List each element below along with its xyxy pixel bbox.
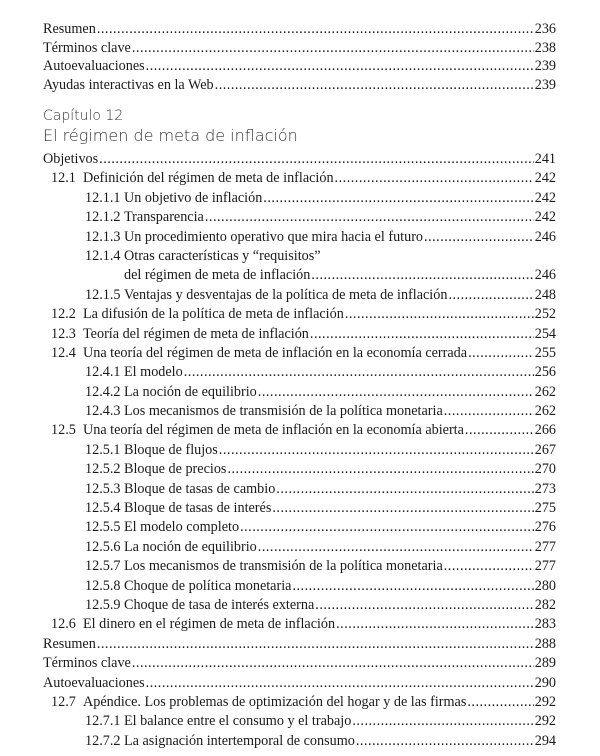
dot-leader bbox=[310, 325, 534, 344]
toc-entry[interactable] bbox=[43, 57, 556, 76]
section-number: 12.1.1 bbox=[85, 189, 121, 206]
page-number: 277 bbox=[534, 558, 556, 575]
page-number: 239 bbox=[534, 77, 556, 94]
toc-entry[interactable] bbox=[43, 169, 556, 188]
section-number: 12.5.3 bbox=[85, 480, 121, 497]
dot-leader bbox=[448, 286, 533, 305]
page-number: 255 bbox=[534, 344, 556, 361]
dot-leader bbox=[215, 76, 534, 95]
toc-entry[interactable] bbox=[43, 150, 556, 169]
entry-title: Ayudas interactivas en la Web bbox=[43, 77, 214, 94]
entry-title: La difusión de la política de meta de inflación bbox=[83, 306, 344, 323]
chapter-title: El régimen de meta de inflación bbox=[43, 126, 298, 145]
section-number: 12.7.1 bbox=[85, 713, 121, 730]
entry-title: Los mecanismos de transmisión de la política monetaria bbox=[124, 558, 443, 575]
entry-title: Bloque de precios bbox=[124, 461, 227, 478]
toc-entry[interactable] bbox=[43, 39, 556, 58]
page-number: 262 bbox=[534, 403, 556, 420]
dot-leader bbox=[311, 266, 533, 285]
entry-title: Términos clave bbox=[43, 39, 131, 56]
page-number: 252 bbox=[534, 306, 556, 323]
section-number: 12.5.6 bbox=[85, 538, 121, 555]
toc-entry[interactable] bbox=[43, 228, 556, 247]
toc-entry[interactable] bbox=[43, 577, 556, 596]
chapter-label: Capítulo 12 bbox=[43, 108, 124, 124]
page-number: 283 bbox=[534, 616, 556, 633]
dot-leader bbox=[219, 441, 534, 460]
entry-title: Resumen bbox=[43, 21, 96, 37]
page-number: 276 bbox=[534, 519, 556, 536]
page-number: 280 bbox=[534, 577, 556, 594]
section-number: 12.4 bbox=[51, 344, 76, 361]
section-number: 12.5.1 bbox=[85, 441, 121, 458]
toc-entry[interactable] bbox=[43, 732, 556, 751]
entry-title: Un procedimiento operativo que mira hacia el futuro bbox=[124, 228, 424, 245]
entry-title: Bloque de tasas de interés bbox=[124, 500, 272, 517]
entry-title: La asignación intertemporal de consumo bbox=[124, 732, 355, 749]
dot-leader bbox=[468, 344, 534, 363]
page-number: 288 bbox=[534, 635, 556, 652]
dot-leader bbox=[227, 460, 533, 479]
toc-entry[interactable] bbox=[43, 325, 556, 344]
section-number: 12.3 bbox=[51, 325, 76, 342]
toc-entry[interactable] bbox=[43, 538, 556, 557]
entry-title: El dinero en el régimen de meta de inflación bbox=[83, 616, 336, 633]
entry-title: Resumen bbox=[43, 635, 96, 652]
entry-title: La noción de equilibrio bbox=[124, 383, 257, 400]
toc-entry[interactable] bbox=[43, 421, 556, 440]
dot-leader bbox=[240, 518, 534, 537]
toc-entry[interactable] bbox=[43, 208, 556, 227]
toc-entry[interactable] bbox=[43, 363, 556, 382]
page-number: 242 bbox=[534, 189, 556, 206]
dot-leader bbox=[146, 57, 534, 76]
dot-leader bbox=[146, 674, 534, 693]
entry-title: Apéndice. Los problemas de optimización del hogar y de las firmas bbox=[83, 693, 467, 710]
entry-title: Bloque de tasas de cambio bbox=[124, 480, 276, 497]
toc-entry[interactable] bbox=[43, 460, 556, 479]
dot-leader bbox=[424, 228, 534, 247]
page-number: 292 bbox=[534, 713, 556, 730]
page-number: 256 bbox=[534, 364, 556, 381]
toc-entry[interactable] bbox=[43, 189, 556, 208]
toc-entry[interactable] bbox=[43, 712, 556, 731]
toc-entry[interactable] bbox=[43, 441, 556, 460]
page-number: 277 bbox=[534, 538, 556, 555]
dot-leader bbox=[292, 577, 533, 596]
toc-entry[interactable] bbox=[43, 499, 556, 518]
entry-title: Términos clave bbox=[43, 655, 131, 672]
page-number: 294 bbox=[534, 732, 556, 749]
toc-chapter-12 bbox=[43, 150, 556, 751]
section-number: 12.5.8 bbox=[85, 577, 121, 594]
toc-entry[interactable] bbox=[43, 596, 556, 615]
dot-leader bbox=[272, 499, 533, 518]
dot-leader bbox=[352, 712, 533, 731]
entry-title: Definición del régimen de meta de inflación bbox=[83, 170, 334, 187]
toc-entry[interactable] bbox=[43, 635, 556, 654]
entry-title: Teoría del régimen de meta de inflación bbox=[83, 325, 309, 342]
dot-leader bbox=[258, 538, 534, 557]
dot-leader bbox=[467, 693, 533, 712]
dot-leader bbox=[276, 480, 533, 499]
dot-leader bbox=[184, 363, 534, 382]
toc-entry[interactable] bbox=[43, 480, 556, 499]
toc-entry[interactable] bbox=[43, 615, 556, 634]
entry-title: Una teoría del régimen de meta de inflación en la economía abierta bbox=[83, 422, 464, 439]
section-number: 12.4.1 bbox=[85, 364, 121, 381]
page-number: 246 bbox=[534, 267, 556, 284]
entry-title: La noción de equilibrio bbox=[124, 538, 257, 555]
entry-title: Choque de tasa de interés externa bbox=[124, 596, 315, 613]
dot-leader bbox=[97, 635, 534, 654]
section-number: 12.1 bbox=[51, 170, 76, 187]
toc-entry[interactable] bbox=[43, 266, 556, 285]
entry-title: del régimen de meta de inflación bbox=[124, 267, 311, 284]
toc-entry[interactable] bbox=[43, 286, 556, 305]
page-number: 242 bbox=[534, 209, 556, 226]
page-number: 273 bbox=[534, 480, 556, 497]
section-number: 12.1.3 bbox=[85, 228, 121, 245]
section-number: 12.5.5 bbox=[85, 519, 121, 536]
entry-title: Ventajas y desventajas de la política de meta de inflación bbox=[124, 286, 448, 303]
section-number: 12.5.2 bbox=[85, 461, 121, 478]
page-number: 239 bbox=[534, 58, 556, 75]
section-number: 12.5.7 bbox=[85, 558, 121, 575]
section-number: 12.1.4 bbox=[85, 247, 121, 264]
section-number: 12.5.4 bbox=[85, 500, 121, 517]
page-number: 242 bbox=[534, 170, 556, 187]
section-number: 12.5.9 bbox=[85, 596, 121, 613]
page-number: 236 bbox=[534, 21, 556, 37]
page-number: 238 bbox=[534, 39, 556, 56]
toc-entry[interactable] bbox=[43, 402, 556, 421]
toc-previous-chapter-end bbox=[43, 20, 556, 95]
toc-entry[interactable] bbox=[43, 654, 556, 673]
toc-entry[interactable] bbox=[43, 674, 556, 693]
page-number: 270 bbox=[534, 461, 556, 478]
page-number: 248 bbox=[534, 286, 556, 303]
dot-leader bbox=[336, 615, 534, 634]
page-number: 254 bbox=[534, 325, 556, 342]
entry-title: El modelo completo bbox=[124, 519, 240, 536]
page-number: 241 bbox=[534, 151, 556, 167]
dot-leader bbox=[132, 39, 534, 58]
page-number: 282 bbox=[534, 596, 556, 613]
dot-leader bbox=[465, 421, 534, 440]
section-number: 12.1.2 bbox=[85, 209, 121, 226]
dot-leader bbox=[258, 383, 534, 402]
dot-leader bbox=[99, 150, 534, 169]
page-number: 266 bbox=[534, 422, 556, 439]
section-number: 12.6 bbox=[51, 616, 76, 633]
dot-leader bbox=[335, 169, 534, 188]
section-number: 12.5 bbox=[51, 422, 76, 439]
toc-entry[interactable] bbox=[43, 76, 556, 95]
section-number: 12.4.3 bbox=[85, 403, 121, 420]
section-number: 12.7 bbox=[51, 693, 76, 710]
section-number: 12.4.2 bbox=[85, 383, 121, 400]
toc-entry[interactable] bbox=[43, 518, 556, 537]
dot-leader bbox=[315, 596, 533, 615]
entry-title: El modelo bbox=[124, 364, 183, 381]
entry-title: El balance entre el consumo y el trabajo bbox=[124, 713, 352, 730]
entry-title: Los mecanismos de transmisión de la política monetaria bbox=[124, 403, 443, 420]
entry-title: Una teoría del régimen de meta de inflación en la economía cerrada bbox=[83, 344, 468, 361]
toc-entry[interactable] bbox=[43, 383, 556, 402]
entry-title: Transparencia bbox=[124, 209, 204, 226]
dot-leader bbox=[444, 402, 534, 421]
dot-leader bbox=[444, 557, 534, 576]
toc-entry[interactable] bbox=[43, 344, 556, 363]
page-number: 262 bbox=[534, 383, 556, 400]
toc-entry[interactable] bbox=[43, 693, 556, 712]
dot-leader bbox=[132, 654, 534, 673]
entry-title: Un objetivo de inflación bbox=[124, 189, 263, 206]
toc-entry[interactable] bbox=[43, 305, 556, 324]
page-number: 289 bbox=[534, 655, 556, 672]
section-number: 12.1.5 bbox=[85, 286, 121, 303]
toc-entry[interactable] bbox=[43, 557, 556, 576]
toc-entry[interactable] bbox=[43, 20, 556, 39]
dot-leader bbox=[205, 208, 534, 227]
entry-title: Choque de política monetaria bbox=[124, 577, 292, 594]
dot-leader bbox=[97, 20, 534, 39]
dot-leader bbox=[356, 732, 534, 751]
section-number: 12.2 bbox=[51, 306, 76, 323]
entry-title: Autoevaluaciones bbox=[43, 58, 145, 75]
entry-title: Objetivos bbox=[43, 151, 99, 167]
page-number: 292 bbox=[534, 693, 556, 710]
dot-leader bbox=[263, 189, 533, 208]
entry-title: Autoevaluaciones bbox=[43, 674, 145, 691]
dot-leader bbox=[345, 305, 534, 324]
page-number: 267 bbox=[534, 441, 556, 458]
page-number: 290 bbox=[534, 674, 556, 691]
section-number: 12.7.2 bbox=[85, 732, 121, 749]
entry-title: Otras características y “requisitos” bbox=[124, 247, 321, 264]
toc-entry[interactable] bbox=[43, 247, 556, 266]
page-number: 275 bbox=[534, 500, 556, 517]
page-number: 246 bbox=[534, 228, 556, 245]
entry-title: Bloque de flujos bbox=[124, 441, 218, 458]
